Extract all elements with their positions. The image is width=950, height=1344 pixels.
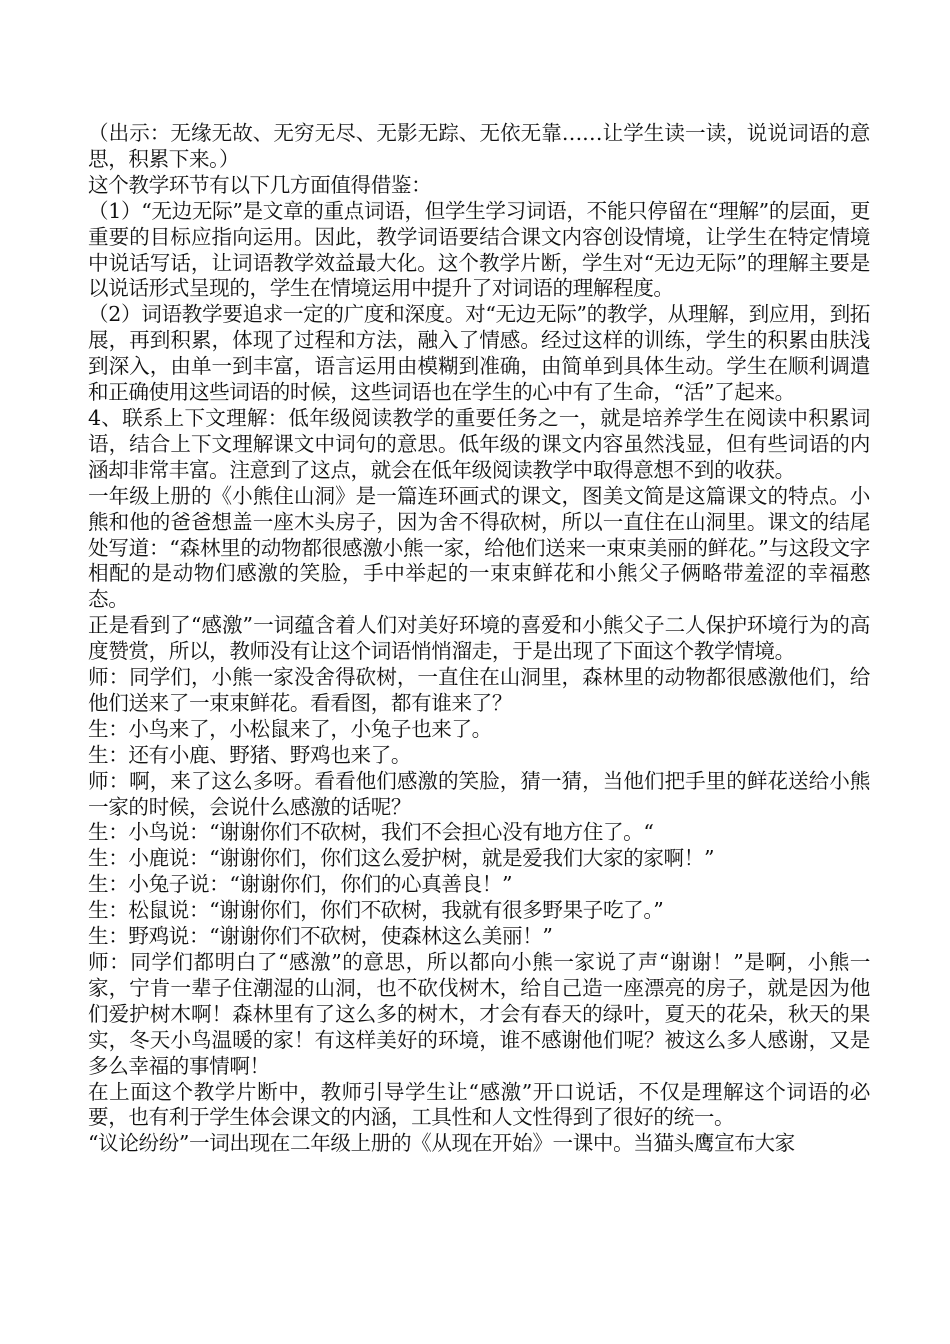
dialogue-line: 生：野鸡说：“谢谢你们不砍树，使森林这么美丽！” [88, 924, 553, 949]
paragraph-next-example: “议论纷纷”一词出现在二年级上册的《从现在开始》一课中。当猫头鹰宣布大家 [88, 1131, 795, 1156]
dialogue-line: 生：松鼠说：“谢谢你们，你们不砍树，我就有很多野果子吃了。” [88, 898, 664, 923]
dialogue-line: 师：同学们，小熊一家没舍得砍树，一直住在山洞里，森林里的动物都很感激他们，给他们送来了一束束鲜花。看看图，都有谁来了？ [88, 665, 870, 715]
dialogue-line: 生：小鸟说：“谢谢你们不砍树，我们不会担心没有地方住了。“ [88, 820, 654, 845]
paragraph-analysis: 在上面这个教学片断中，教师引导学生让“感激”开口说话，不仅是理解这个词语的必要，也有利于学生体会课文的内涵，工具性和人文性得到了很好的统一。 [88, 1079, 870, 1130]
dialogue-line: 生：小鸟来了，小松鼠来了，小兔子也来了。 [88, 716, 492, 741]
paragraph-lessons-intro: 这个教学环节有以下几方面值得借鉴： [88, 172, 432, 197]
dialogue-line: 师：同学们都明白了“感激”的意思，所以都向小熊一家说了声“谢谢！”是啊，小熊一家，宁肯一辈子住潮湿的山洞，也不砍伐树木，给自己造一座漂亮的房子，就是因为他们爱护树木啊！森林里有了这么多的树木，才会有春天的绿叶，夏天的花朵，秋天的果实，冬天小鸟温暖的家！有这样美好的环境，谁不感谢他们呢？被这么多人感谢，又是多么幸福的事情啊！ [88, 950, 870, 1078]
dialogue-line: 生：小兔子说：“谢谢你们，你们的心真善良！” [88, 872, 513, 897]
paragraph-show-idioms: （出示：无缘无故、无穷无尽、无影无踪、无依无靠……让学生读一读，说说词语的意思，积累下来。） [88, 121, 870, 171]
paragraph-gratitude-word: 正是看到了“感激”一词蕴含着人们对美好环境的喜爱和小熊父子二人保护环境行为的高度赞赏，所以，教师没有让这个词语悄悄溜走，于是出现了下面这个教学情境。 [88, 613, 870, 664]
dialogue-line: 生：小鹿说：“谢谢你们，你们这么爱护树，就是爱我们大家的家啊！” [88, 846, 715, 871]
document-page [88, 121, 870, 1157]
paragraph-section-4: 4、联系上下文理解：低年级阅读教学的重要任务之一，就是培养学生在阅读中积累词语，结合上下文理解课文中词句的意思。低年级的课文内容虽然浅显，但有些词语的内涵却非常丰富。注意到了这点，就会在低年级阅读教学中取得意想不到的收获。 [88, 405, 870, 482]
paragraph-bear-story: 一年级上册的《小熊住山洞》是一篇连环画式的课文，图美文简是这篇课文的特点。小熊和他的爸爸想盖一座木头房子，因为舍不得砍树，所以一直住在山洞里。课文的结尾处写道：“森林里的动物都很感激小熊一家，给他们送来一束束美丽的鲜花。”与这段文字相配的是动物们感激的笑脸，手中举起的一束束鲜花和小熊父子俩略带羞涩的幸福憨态。 [88, 483, 870, 612]
paragraph-point-2: （2）词语教学要追求一定的广度和深度。对“无边无际”的教学，从理解，到应用，到拓展，再到积累，体现了过程和方法，融入了情感。经过这样的训练，学生的积累由肤浅到深入，由单一到丰富，语言运用由模糊到准确，由简单到具体生动。学生在顺利调遣和正确使用这些词语的时候，这些词语也在学生的心中有了生命，“活”了起来。 [88, 302, 870, 405]
paragraph-point-1: （1）“无边无际”是文章的重点词语，但学生学习词语，不能只停留在“理解”的层面，更重要的目标应指向运用。因此，教学词语要结合课文内容创设情境，让学生在特定情境中说话写话，让词语教学效益最大化。这个教学片断，学生对“无边无际”的理解主要是以说话形式呈现的，学生在情境运用中提升了对词语的理解程度。 [88, 198, 870, 301]
dialogue-line: 生：还有小鹿、野猪、野鸡也来了。 [88, 742, 412, 767]
dialogue-line: 师：啊，来了这么多呀。看看他们感激的笑脸，猜一猜，当他们把手里的鲜花送给小熊一家的时候，会说什么感激的话呢？ [88, 768, 870, 819]
